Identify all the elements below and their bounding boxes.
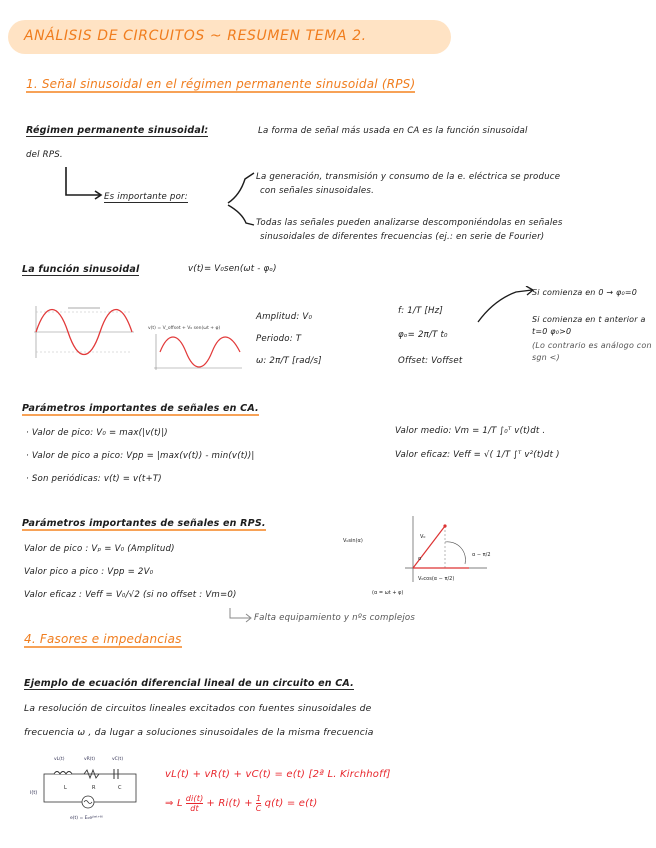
ejemplo-label: Ejemplo de ecuación diferencial lineal de un circuito en CA. — [24, 678, 354, 689]
eq2-frac2-top: 1 — [256, 794, 262, 803]
rps-text-1: La forma de señal más usada en CA es la función sinusoidal — [258, 126, 528, 136]
circuit-vc: vC(t) — [112, 757, 124, 762]
page-title: ANÁLISIS DE CIRCUITOS ~ RESUMEN TEMA 2. — [24, 28, 367, 44]
ca-pico: · Valor de pico: V₀ = max(|v(t)|) — [26, 428, 168, 438]
eq2-fraction-2 — [256, 794, 262, 813]
note-3: (Lo contrario es análogo con sgn <) — [532, 341, 652, 362]
parametros-ca-heading: Parámetros importantes de señales en CA. — [22, 403, 259, 414]
section-4-heading: 4. Fasores e impedancias — [24, 632, 182, 646]
rps-text-2: del RPS. — [26, 150, 63, 160]
bullet-2-line-1: Todas las señales pueden analizarse descomponiéndolas en señales — [256, 218, 563, 228]
parametros-rps-heading: Parámetros importantes de señales en RPS. — [22, 518, 266, 529]
phasor-label-alpha-shift: α − π/2 — [472, 552, 491, 558]
equation-differential — [165, 794, 317, 813]
bullet-1-line-1: La generación, transmisión y consumo de la e. eléctrica se produce — [256, 172, 561, 182]
ca-eficaz: Valor eficaz: Veff = √( 1/T ∫ᵀ v²(t)dt ) — [395, 450, 560, 460]
circuit-r: R — [92, 785, 96, 791]
eq2-part-b: + Ri(t) + — [206, 798, 253, 809]
equation-kirchhoff: vL(t) + vR(t) + vC(t) = e(t) [2ª L. Kirchhoff] — [165, 769, 391, 780]
circuit-l: L — [64, 785, 67, 791]
eq2-frac2-bottom: C — [255, 804, 262, 813]
funcion-label: La función sinusoidal — [22, 264, 140, 275]
importante-label: Es importante por: — [104, 192, 188, 202]
rps-label: Régimen permanente sinusoidal: — [26, 125, 209, 136]
section-1-heading: 1. Señal sinusoidal en el régimen permanente sinusoidal (RPS) — [26, 77, 416, 91]
phasor-label-v0: V₀ — [420, 534, 426, 540]
circuit-vr: vR(t) — [84, 757, 96, 762]
phasor-label-alpha-def: (α = ωt + φ) — [372, 590, 404, 596]
funcion-formula: v(t)= V₀sen(ωt - φₒ) — [188, 264, 277, 274]
phasor-label-cos: V₀cos(α − π/2) — [418, 576, 455, 582]
bullet-1-line-2: con señales sinusoidales. — [260, 186, 375, 196]
section-4-line-2: frecuencia ω , da lugar a soluciones sinusoidales de la misma frecuencia — [24, 727, 374, 738]
rps-pico-pico: Valor pico a pico : Vpp = 2V₀ — [24, 567, 154, 577]
note-2: Si comienza en t anterior a t=0 φ₀>0 — [532, 315, 646, 336]
eq2-frac1-top: di(t) — [185, 794, 204, 803]
sine-graph-2 — [150, 332, 245, 372]
rps-pico: Valor de pico : Vₚ = V₀ (Amplitud) — [24, 544, 175, 554]
rps-eficaz: Valor eficaz : Veff = V₀/√2 (si no offset : Vm=0) — [24, 590, 237, 600]
circuit-vl: vL(t) — [54, 757, 65, 762]
circuit-c: C — [118, 785, 122, 791]
eq2-frac1-bottom: dt — [190, 804, 199, 813]
frequency: f: 1/T [Hz] — [398, 306, 443, 316]
phasor-label-sin: V₀sin(α) — [343, 538, 363, 544]
phasor-label-alpha: α — [418, 556, 422, 562]
bullet-2-line-2: sinusoidales de diferentes frecuencias (ej.: en serie de Fourier) — [260, 232, 545, 242]
sine-graph-1 — [28, 302, 138, 362]
offset: Offset: Voffset — [398, 356, 463, 366]
falta-arrow — [226, 606, 256, 626]
periodo: Periodo: T — [256, 334, 302, 344]
circuit-source: e(t) = E₀eʲ⁽ʷᵗ⁺ᶿ⁾ — [70, 816, 103, 821]
graph-2-caption: v(t) = V_offset + V₀ sen(ωt + φ) — [148, 326, 221, 331]
ca-pico-pico: · Valor de pico a pico: Vpp = |max(v(t)) - min(v(t))| — [26, 451, 255, 461]
phase: φₒ= 2π/T t₀ — [398, 330, 448, 340]
eq2-fraction-1 — [186, 794, 204, 813]
eq2-part-a: ⇒ L — [165, 798, 183, 809]
falta-note: Falta equipamiento y nºs complejos — [254, 613, 416, 623]
omega: ω: 2π/T [rad/s] — [256, 356, 322, 366]
amplitud: Amplitud: V₀ — [256, 312, 313, 322]
ca-periodicas: · Son periódicas: v(t) = v(t+T) — [26, 474, 162, 484]
eq2-part-c: q(t) = e(t) — [264, 798, 318, 809]
note-1: Si comienza en 0 → φ₀=0 — [532, 288, 638, 297]
ca-medio: Valor medio: Vm = 1/T ∫₀ᵀ v(t)dt . — [395, 426, 546, 436]
circuit-i: i(t) — [30, 790, 38, 796]
section-4-line-1: La resolución de circuitos lineales excitados con fuentes sinusoidales de — [24, 703, 372, 714]
note-arrow — [476, 286, 536, 326]
